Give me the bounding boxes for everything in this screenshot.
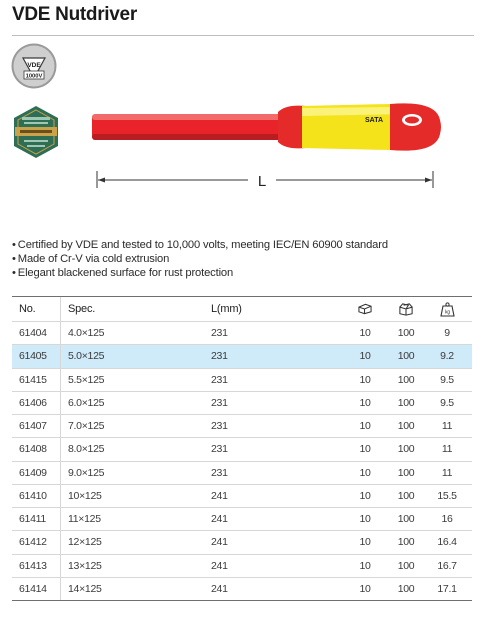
cell-spec: 6.0×125 — [68, 396, 105, 409]
column-header-length: L(mm) — [211, 303, 242, 315]
cell-no: 61412 — [19, 536, 47, 549]
cell-spec: 5.0×125 — [68, 350, 105, 363]
cell-carton-qty: 100 — [397, 466, 415, 479]
cell-no: 61405 — [19, 350, 47, 363]
nutdriver-illustration — [90, 96, 450, 166]
cell-inner-qty: 10 — [359, 373, 371, 386]
cell-spec: 14×125 — [68, 582, 102, 595]
column-divider — [60, 297, 61, 600]
column-header-no: No. — [19, 303, 36, 315]
table-row[interactable] — [12, 484, 472, 507]
cell-weight: 9 — [444, 327, 450, 340]
spec-table — [12, 296, 472, 601]
cell-inner-qty: 10 — [359, 466, 371, 479]
svg-text:kg: kg — [444, 309, 450, 315]
cell-inner-qty: 10 — [359, 513, 371, 526]
cell-weight: 11 — [441, 443, 453, 456]
cell-inner-qty: 10 — [359, 327, 371, 340]
cell-carton-qty: 100 — [397, 536, 415, 549]
table-row[interactable] — [12, 554, 472, 577]
cell-no: 61409 — [19, 466, 47, 479]
cell-weight: 11 — [441, 466, 453, 479]
table-header — [12, 297, 472, 321]
cell-no: 61411 — [19, 513, 46, 526]
carton-icon — [398, 297, 414, 321]
cell-spec: 9.0×125 — [68, 466, 105, 479]
cell-length: 231 — [211, 466, 228, 479]
cell-carton-qty: 100 — [397, 559, 415, 572]
feature-item: • Certified by VDE and tested to 10,000 volts, meeting IEC/EN 60900 standard — [12, 238, 472, 252]
cell-length: 231 — [211, 443, 228, 456]
cell-length: 231 — [211, 373, 228, 386]
cell-length: 231 — [211, 420, 228, 433]
feature-item: • Elegant blackened surface for rust protection — [12, 266, 472, 280]
cell-weight: 11 — [441, 420, 453, 433]
cell-spec: 10×125 — [68, 489, 102, 502]
table-row[interactable] — [12, 461, 472, 484]
cell-spec: 7.0×125 — [68, 420, 105, 433]
cell-length: 241 — [211, 513, 228, 526]
vde-1000v-icon — [11, 43, 57, 89]
cell-spec: 5.5×125 — [68, 373, 105, 386]
cell-length: 241 — [211, 536, 228, 549]
cell-spec: 11×125 — [68, 513, 101, 526]
cell-no: 61414 — [19, 582, 47, 595]
table-row[interactable] — [12, 391, 472, 414]
cell-inner-qty: 10 — [359, 559, 371, 572]
table-row[interactable] — [12, 577, 472, 600]
table-row[interactable] — [12, 321, 472, 344]
cell-no: 61407 — [19, 420, 47, 433]
title-divider — [12, 35, 474, 36]
voltage-text: 1000V — [25, 73, 43, 80]
table-row[interactable] — [12, 368, 472, 391]
feature-list — [12, 238, 472, 281]
cell-spec: 8.0×125 — [68, 443, 105, 456]
cell-no: 61415 — [19, 373, 47, 386]
cell-length: 241 — [211, 582, 228, 595]
cell-weight: 16.7 — [437, 559, 457, 572]
cell-no: 61406 — [19, 396, 47, 409]
cell-carton-qty: 100 — [397, 396, 415, 409]
cell-spec: 12×125 — [68, 536, 102, 549]
cell-carton-qty: 100 — [397, 327, 415, 340]
table-row[interactable] — [12, 507, 472, 530]
column-header-spec: Spec. — [68, 303, 96, 315]
feature-item: • Made of Cr-V via cold extrusion — [12, 252, 472, 266]
cell-no: 61410 — [19, 489, 47, 502]
dimension-label: L — [257, 173, 267, 190]
cell-weight: 17.1 — [437, 582, 457, 595]
cell-weight: 9.5 — [440, 373, 454, 386]
cell-carton-qty: 100 — [397, 420, 415, 433]
cell-length: 231 — [211, 350, 228, 363]
table-row[interactable] — [12, 414, 472, 437]
cell-length: 241 — [211, 489, 228, 502]
cell-no: 61413 — [19, 559, 47, 572]
table-body — [12, 321, 472, 600]
cell-inner-qty: 10 — [359, 489, 371, 502]
cell-length: 241 — [211, 559, 228, 572]
cell-length: 231 — [211, 327, 228, 340]
cell-inner-qty: 10 — [359, 350, 371, 363]
cell-carton-qty: 100 — [397, 582, 415, 595]
cell-inner-qty: 10 — [359, 396, 371, 409]
cell-carton-qty: 100 — [397, 513, 415, 526]
cell-no: 61404 — [19, 327, 47, 340]
cell-weight: 16 — [441, 513, 453, 526]
inner-box-icon — [358, 297, 372, 321]
cell-carton-qty: 100 — [397, 373, 415, 386]
length-dimension-line — [96, 168, 434, 194]
lifetime-warranty-icon — [12, 105, 60, 159]
cell-carton-qty: 100 — [397, 443, 415, 456]
cell-weight: 9.2 — [440, 350, 454, 363]
cell-inner-qty: 10 — [359, 420, 371, 433]
cell-weight: 16.4 — [437, 536, 457, 549]
weight-icon — [436, 297, 458, 321]
cell-spec: 13×125 — [68, 559, 102, 572]
table-row[interactable] — [12, 530, 472, 553]
cell-inner-qty: 10 — [359, 443, 371, 456]
cell-carton-qty: 100 — [397, 350, 415, 363]
cell-length: 231 — [211, 396, 228, 409]
cell-inner-qty: 10 — [359, 582, 371, 595]
cell-weight: 15.5 — [437, 489, 457, 502]
cell-no: 61408 — [19, 443, 47, 456]
table-row[interactable] — [12, 437, 472, 460]
cell-carton-qty: 100 — [397, 489, 415, 502]
cell-spec: 4.0×125 — [68, 327, 105, 340]
table-row[interactable] — [12, 344, 472, 367]
cell-inner-qty: 10 — [359, 536, 371, 549]
cell-weight: 9.5 — [440, 396, 454, 409]
vde-text: VDE — [27, 62, 41, 69]
page-title: VDE Nutdriver — [12, 4, 137, 25]
brand-label: SATA — [365, 117, 384, 124]
